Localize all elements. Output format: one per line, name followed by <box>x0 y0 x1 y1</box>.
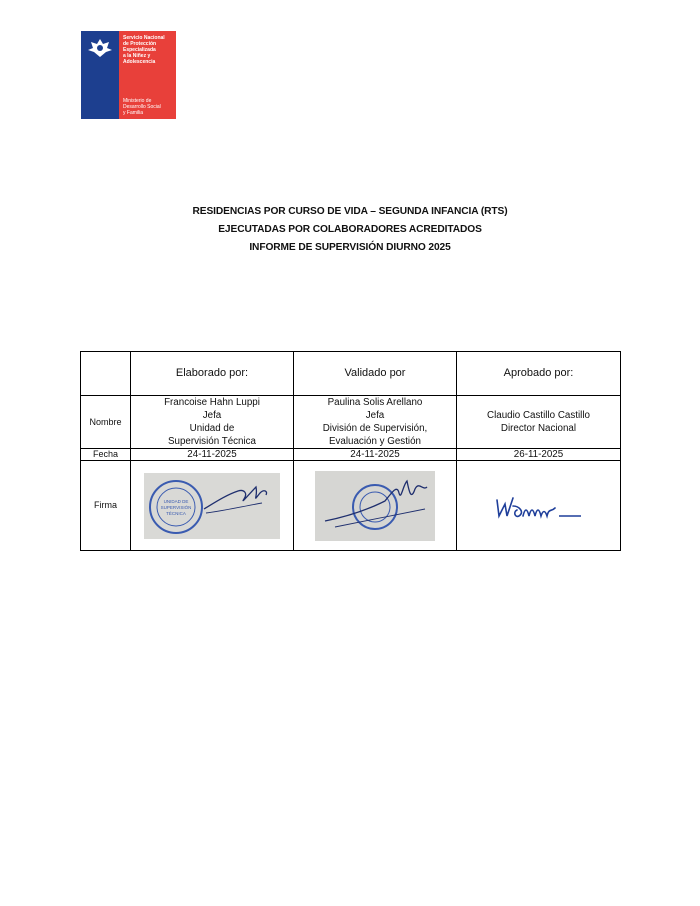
logo-line: Servicio Nacional <box>123 35 165 41</box>
row-label-nombre: Nombre <box>81 396 131 449</box>
validado-date: 24-11-2025 <box>294 449 457 461</box>
name-row <box>81 396 621 449</box>
header-validado: Validado por <box>294 352 457 396</box>
institution-logo <box>81 31 176 119</box>
header-row <box>81 352 621 396</box>
approval-table <box>80 351 621 551</box>
logo-agency-name <box>123 35 174 65</box>
stamp-text: SUPERVISIÓN <box>160 504 192 510</box>
stamp-text: TÉCNICA <box>166 510 186 516</box>
empty-corner-cell <box>81 352 131 396</box>
logo-blue-panel <box>81 31 119 119</box>
logo-line: Adolescencia <box>123 59 156 65</box>
title-line-2: EJECUTADAS POR COLABORADORES ACREDITADOS <box>218 224 482 235</box>
stamp-text: UNIDAD DE <box>163 498 189 504</box>
role-line: Jefa <box>202 410 222 421</box>
header-aprobado: Aprobado por: <box>457 352 621 396</box>
name-line: Francoise Hahn Luppi <box>164 397 260 408</box>
logo-line: de Protección <box>123 41 157 47</box>
logo-line: Desarrollo Social <box>123 104 161 110</box>
aprobado-name-cell <box>457 396 621 449</box>
title-line-1: RESIDENCIAS POR CURSO DE VIDA – SEGUNDA INFANCIA (RTS) <box>192 206 508 217</box>
unit-line: Unidad de <box>189 423 235 434</box>
elaborado-date: 24-11-2025 <box>131 449 294 461</box>
header-elaborado: Elaborado por: <box>131 352 294 396</box>
elaborado-name-cell <box>131 396 294 449</box>
stamp-signature-image <box>144 473 280 539</box>
row-label-firma: Firma <box>81 461 131 551</box>
document-title <box>0 203 700 257</box>
logo-line: y Familia <box>123 110 144 116</box>
row-label-fecha: Fecha <box>81 449 131 461</box>
handwritten-signature-image <box>489 486 589 526</box>
validado-name-cell <box>294 396 457 449</box>
aprobado-date: 26-11-2025 <box>457 449 621 461</box>
unit-line: División de Supervisión, <box>322 423 428 434</box>
title-line-3: INFORME DE SUPERVISIÓN DIURNO 2025 <box>249 242 451 253</box>
logo-line: Ministerio de <box>123 98 152 104</box>
name-line: Claudio Castillo Castillo <box>487 410 590 421</box>
logo-ministry-name <box>123 98 174 116</box>
stamp-signature-image <box>315 471 435 541</box>
name-line: Paulina Solis Arellano <box>327 397 423 408</box>
aprobado-signature-cell <box>457 461 621 551</box>
elaborado-signature-cell <box>131 461 294 551</box>
role-line: Jefa <box>365 410 385 421</box>
logo-line: a la Niñez y <box>123 53 151 59</box>
date-row <box>81 449 621 461</box>
logo-red-panel <box>119 31 176 119</box>
coat-of-arms-icon <box>85 37 115 59</box>
unit-line: Supervisión Técnica <box>167 436 257 447</box>
unit-line: Evaluación y Gestión <box>328 436 422 447</box>
logo-line: Especializada <box>123 47 156 53</box>
role-line: Director Nacional <box>500 423 577 434</box>
signature-row <box>81 461 621 551</box>
validado-signature-cell <box>294 461 457 551</box>
